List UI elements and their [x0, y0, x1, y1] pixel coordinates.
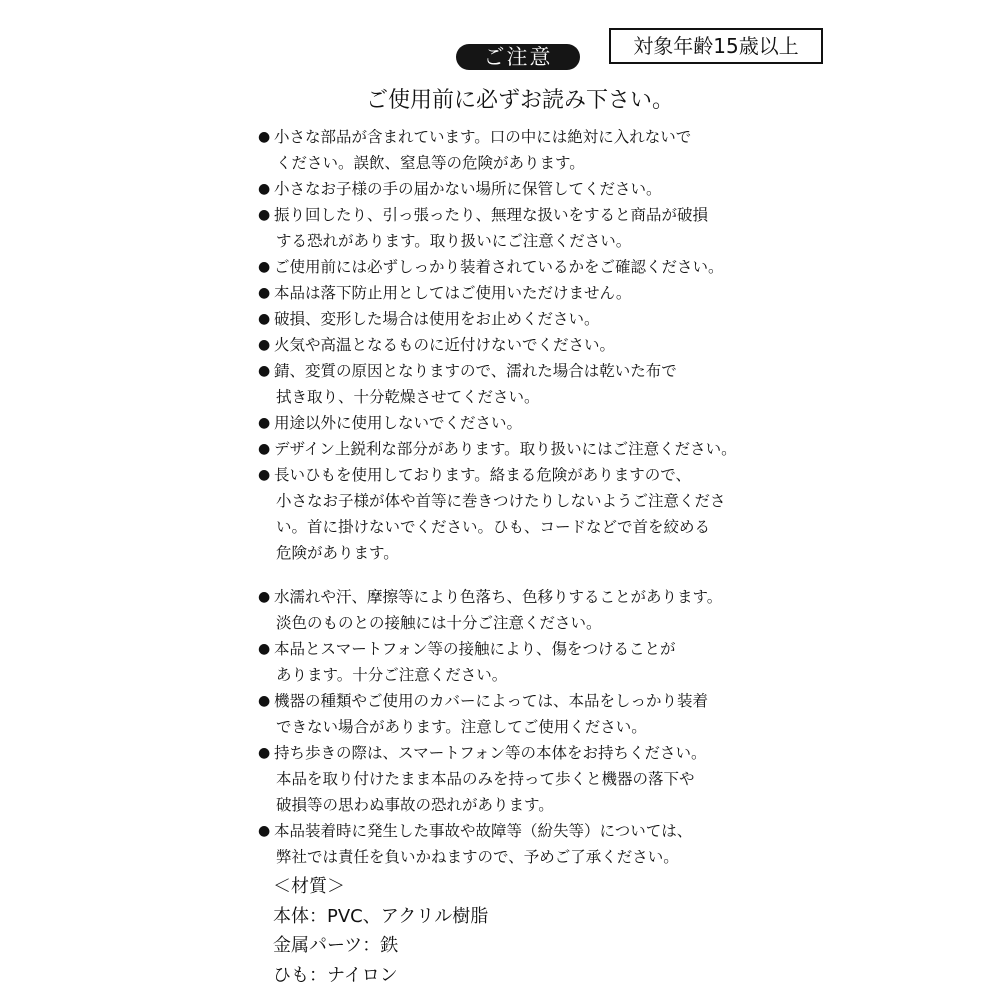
caution-note	[258, 306, 798, 332]
bullet-icon: ●	[258, 129, 271, 145]
caution-note-line: あります。十分ご注意ください。	[276, 666, 508, 684]
bullet-icon: ●	[258, 311, 271, 327]
materials-body: 本体：PVC、アクリル樹脂	[273, 905, 489, 927]
caution-note-line: 小さな部品が含まれています。口の中には絶対に入れないで	[274, 128, 692, 146]
caution-notes-group-1	[258, 124, 798, 566]
caution-note-line: 火気や高温となるものに近付けないでください。	[274, 336, 616, 354]
caution-note-line: 水濡れや汗、摩擦等により色落ち、色移りすることがあります。	[274, 588, 723, 606]
bullet-icon: ●	[258, 467, 271, 483]
bullet-icon: ●	[258, 285, 271, 301]
materials-heading: ＜材質＞	[273, 876, 345, 897]
caution-notes-group-2	[258, 584, 798, 870]
caution-note-line: 本品装着時に発生した事故や故障等（紛失等）については、	[274, 822, 693, 840]
caution-note-line: 本品は落下防止用としてはご使用いただけません。	[274, 284, 632, 302]
caution-note	[258, 254, 798, 280]
caution-note	[258, 124, 798, 176]
caution-note-line: 危険があります。	[276, 544, 399, 562]
caution-note-line: 錆、変質の原因となりますので、濡れた場合は乾いた布で	[274, 362, 677, 380]
caution-note-line: 小さなお子様の手の届かない場所に保管してください。	[274, 180, 662, 198]
caution-note	[258, 584, 798, 636]
caution-note	[258, 202, 798, 254]
read-before-use-heading: ご使用前に必ずお読み下さい。	[365, 88, 674, 113]
caution-note-line: 破損、変形した場合は使用をお止めください。	[274, 310, 600, 328]
caution-note-line: 持ち歩きの際は、スマートフォン等の本体をお持ちください。	[274, 744, 707, 762]
caution-note-line: 弊社では責任を負いかねますので、予めご了承ください。	[276, 848, 679, 866]
bullet-icon: ●	[258, 181, 271, 197]
bullet-icon: ●	[258, 207, 271, 223]
bullet-icon: ●	[258, 641, 271, 657]
caution-note	[258, 688, 798, 740]
bullet-icon: ●	[258, 259, 271, 275]
bullet-icon: ●	[258, 363, 271, 379]
caution-notes	[258, 124, 798, 870]
caution-note-line: 機器の種類やご使用のカバーによっては、本品をしっかり装着	[274, 692, 709, 710]
caution-note-line: 振り回したり、引っ張ったり、無理な扱いをすると商品が破損	[274, 206, 709, 224]
materials-section	[273, 872, 488, 990]
bullet-icon: ●	[258, 589, 271, 605]
bullet-icon: ●	[258, 693, 271, 709]
caution-note	[258, 818, 798, 870]
caution-note-line: い。首に掛けないでください。ひも、コードなどで首を絞める	[276, 518, 711, 536]
caution-note	[258, 358, 798, 410]
caution-note-line: 用途以外に使用しないでください。	[274, 414, 523, 432]
caution-note-line: 破損等の思わぬ事故の恐れがあります。	[276, 796, 554, 814]
bullet-icon: ●	[258, 337, 271, 353]
caution-note	[258, 176, 798, 202]
bullet-icon: ●	[258, 415, 271, 431]
caution-note	[258, 436, 798, 462]
caution-note-line: 本品とスマートフォン等の接触により、傷をつけることが	[274, 640, 676, 658]
caution-note	[258, 410, 798, 436]
caution-note-line: 長いひもを使用しております。絡まる危険がありますので、	[274, 466, 691, 484]
caution-note	[258, 636, 798, 688]
bullet-icon: ●	[258, 441, 271, 457]
caution-note	[258, 280, 798, 306]
materials-metal-parts: 金属パーツ：鉄	[273, 935, 399, 956]
caution-note-line: する恐れがあります。取り扱いにご注意ください。	[276, 232, 632, 250]
caution-label: ご注意	[456, 44, 580, 70]
caution-note	[258, 740, 798, 818]
caution-note-line: 淡色のものとの接触には十分ご注意ください。	[276, 614, 602, 632]
caution-note-line: ご使用前には必ずしっかり装着されているかをご確認ください。	[274, 258, 724, 276]
materials-cord: ひも：ナイロン	[273, 964, 398, 986]
caution-note	[258, 332, 798, 358]
caution-note	[258, 462, 798, 566]
caution-note-line: 小さなお子様が体や首等に巻きつけたりしないようご注意くださ	[276, 492, 726, 510]
caution-note-line: 拭き取り、十分乾燥させてください。	[276, 388, 540, 406]
caution-note-line: ください。誤飲、窒息等の危険があります。	[276, 154, 585, 172]
age-rating-box: 対象年齢15歳以上	[609, 28, 823, 64]
group-spacer	[258, 566, 798, 584]
bullet-icon: ●	[258, 823, 271, 839]
caution-note-line: できない場合があります。注意してご使用ください。	[276, 718, 647, 736]
bullet-icon: ●	[258, 745, 271, 761]
caution-note-line: 本品を取り付けたまま本品のみを持って歩くと機器の落下や	[276, 770, 695, 788]
caution-note-line: デザイン上鋭利な部分があります。取り扱いにはご注意ください。	[274, 440, 737, 458]
